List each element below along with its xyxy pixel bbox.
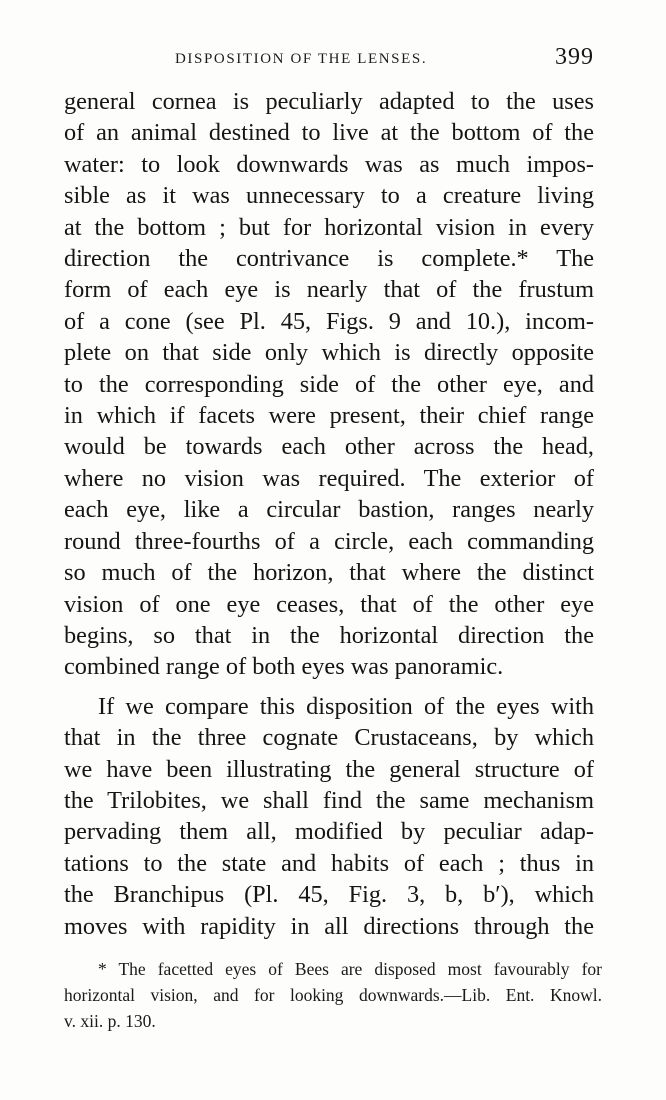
page-header: [60, 44, 594, 78]
text-line: vision of one eye ceases, that of the other eye: [64, 590, 594, 618]
text-line: plete on that side only which is directly opposite: [64, 339, 594, 367]
footnote-line: * The facetted eyes of Bees are disposed most favourably for: [98, 959, 602, 979]
text-line: to the corresponding side of the other eye, and: [64, 370, 594, 398]
text-line: general cornea is peculiarly adapted to the uses: [64, 88, 594, 115]
text-line: of an animal destined to live at the bottom of the: [64, 119, 594, 147]
footnote-line: v. xii. p. 130.: [64, 1011, 156, 1031]
footnote-line: horizontal vision, and for looking downwards.—Lib. Ent. Knowl.: [64, 985, 602, 1005]
text-line: that in the three cognate Crustaceans, by which: [64, 724, 594, 752]
text-line: tations to the state and habits of each ; thus in: [64, 849, 594, 877]
text-line: so much of the horizon, that where the distinct: [64, 559, 594, 587]
text-line: each eye, like a circular bastion, ranges nearly: [64, 496, 594, 524]
text-line: pervading them all, modified by peculiar adap-: [64, 818, 594, 846]
text-line: of a cone (see Pl. 45, Figs. 9 and 10.), incom-: [64, 307, 594, 335]
footnote: [64, 956, 602, 1034]
text-line: water: to look downwards was as much impos-: [64, 150, 594, 178]
text-line: at the bottom ; but for horizontal vision in every: [64, 213, 594, 241]
text-line: the Trilobites, we shall find the same mechanism: [64, 786, 594, 814]
text-line: round three-fourths of a circle, each commanding: [64, 527, 594, 555]
text-line: the Branchipus (Pl. 45, Fig. 3, b, b′), which: [64, 881, 594, 909]
text-line: moves with rapidity in all directions through the: [64, 912, 594, 940]
text-line: in which if facets were present, their chief range: [64, 402, 594, 430]
paragraph-gap: [64, 683, 594, 691]
text-line: we have been illustrating the general structure of: [64, 755, 594, 783]
text-line: begins, so that in the horizontal direction the: [64, 621, 594, 649]
running-head: DISPOSITION OF THE LENSES.: [175, 51, 428, 67]
text-line: sible as it was unnecessary to a creature living: [64, 182, 594, 210]
text-line: If we compare this disposition of the eyes with: [98, 692, 594, 720]
page-number: 399: [555, 44, 594, 70]
text-line: form of each eye is nearly that of the frustum: [64, 276, 594, 304]
body-text: [64, 86, 594, 942]
text-line: would be towards each other across the head,: [64, 433, 594, 461]
text-line: combined range of both eyes was panoramic.: [64, 653, 504, 681]
text-line: where no vision was required. The exterior of: [64, 464, 594, 492]
text-line: direction the contrivance is complete.* The: [64, 245, 594, 273]
